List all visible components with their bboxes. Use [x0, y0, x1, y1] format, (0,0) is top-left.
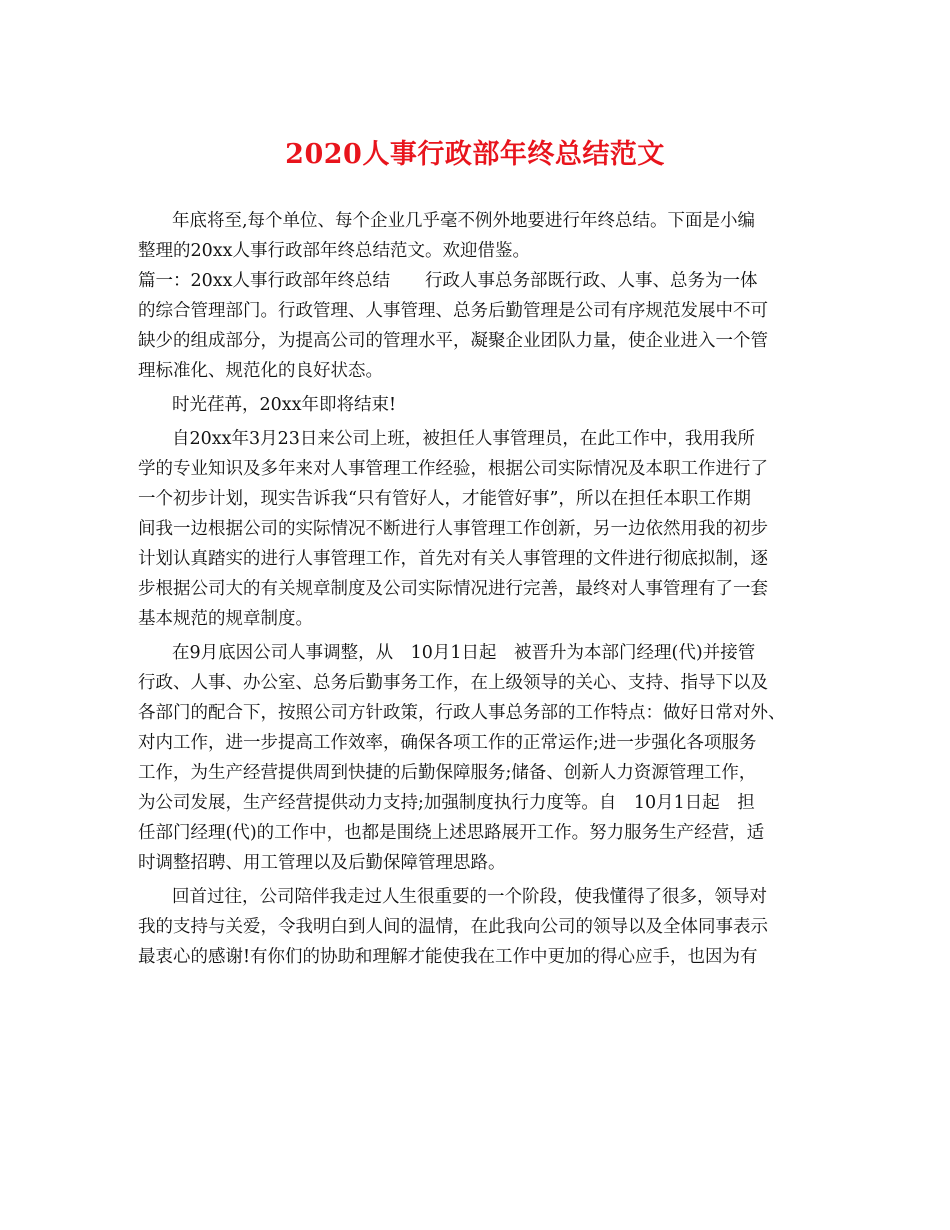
document-title: 2020人事行政部年终总结范文 [285, 139, 665, 170]
text-line: 篇一：20xx人事行政部年终总结 行政人事总务部既行政、人事、总务为一体 [138, 271, 758, 291]
text-line: 工作，为生产经营提供周到快捷的后勤保障服务;储备、创新人力资源管理工作， [138, 763, 757, 783]
text-line: 在9月底因公司人事调整，从 10月1日起 被晋升为本部门经理(代)并接管 [172, 643, 756, 663]
text-line: 计划认真踏实的进行人事管理工作，首先对有关人事管理的文件进行彻底拟制，逐 [138, 549, 768, 569]
text-line: 基本规范的规章制度。 [138, 609, 313, 629]
text-line: 步根据公司大的有关规章制度及公司实际情况进行完善，最终对人事管理有了一套 [138, 579, 768, 599]
text-line: 任部门经理(代)的工作中，也都是围绕上述思路展开工作。努力服务生产经营，适 [138, 823, 765, 843]
text-line: 一个初步计划，现实告诉我“只有管好人，才能管好事”，所以在担任本职工作期 [138, 489, 751, 509]
text-line: 学的专业知识及多年来对人事管理工作经验，根据公司实际情况及本职工作进行了 [138, 459, 768, 479]
text-line: 对内工作，进一步提高工作效率，确保各项工作的正常运作;进一步强化各项服务 [138, 733, 757, 753]
document-body [138, 206, 818, 972]
text-line: 回首过往，公司陪伴我走过人生很重要的一个阶段，使我懂得了很多，领导对 [172, 887, 767, 907]
text-line: 的综合管理部门。行政管理、人事管理、总务后勤管理是公司有序规范发展中不可 [138, 301, 768, 321]
text-line: 时光荏苒，20xx年即将结束! [172, 395, 397, 415]
text-line: 缺少的组成部分，为提高公司的管理水平，凝聚企业团队力量，使企业进入一个管 [138, 331, 768, 351]
text-line: 行政、人事、办公室、总务后勤事务工作，在上级领导的关心、支持、指导下以及 [138, 673, 768, 693]
text-line: 为公司发展，生产经营提供动力支持;加强制度执行力度等。自 10月1日起 担 [138, 793, 755, 813]
text-line: 整理的20xx人事行政部年终总结范文。欢迎借鉴。 [138, 241, 531, 261]
text-line: 我的支持与关爱，令我明白到人间的温情，在此我向公司的领导以及全体同事表示 [138, 917, 768, 937]
text-line: 各部门的配合下，按照公司方针政策，行政人事总务部的工作特点：做好日常对外、 [138, 703, 786, 723]
text-line: 最衷心的感谢!有你们的协助和理解才能使我在工作中更加的得心应手，也因为有 [138, 947, 758, 967]
text-line: 间我一边根据公司的实际情况不断进行人事管理工作创新，另一边依然用我的初步 [138, 519, 768, 539]
text-line: 理标准化、规范化的良好状态。 [138, 361, 383, 381]
text-line: 自20xx年3月23日来公司上班，被担任人事管理员，在此工作中，我用我所 [172, 429, 755, 449]
text-line: 时调整招聘、用工管理以及后勤保障管理思路。 [138, 853, 506, 873]
text-line: 年底将至,每个单位、每个企业几乎毫不例外地要进行年终总结。下面是小编 [172, 211, 756, 231]
